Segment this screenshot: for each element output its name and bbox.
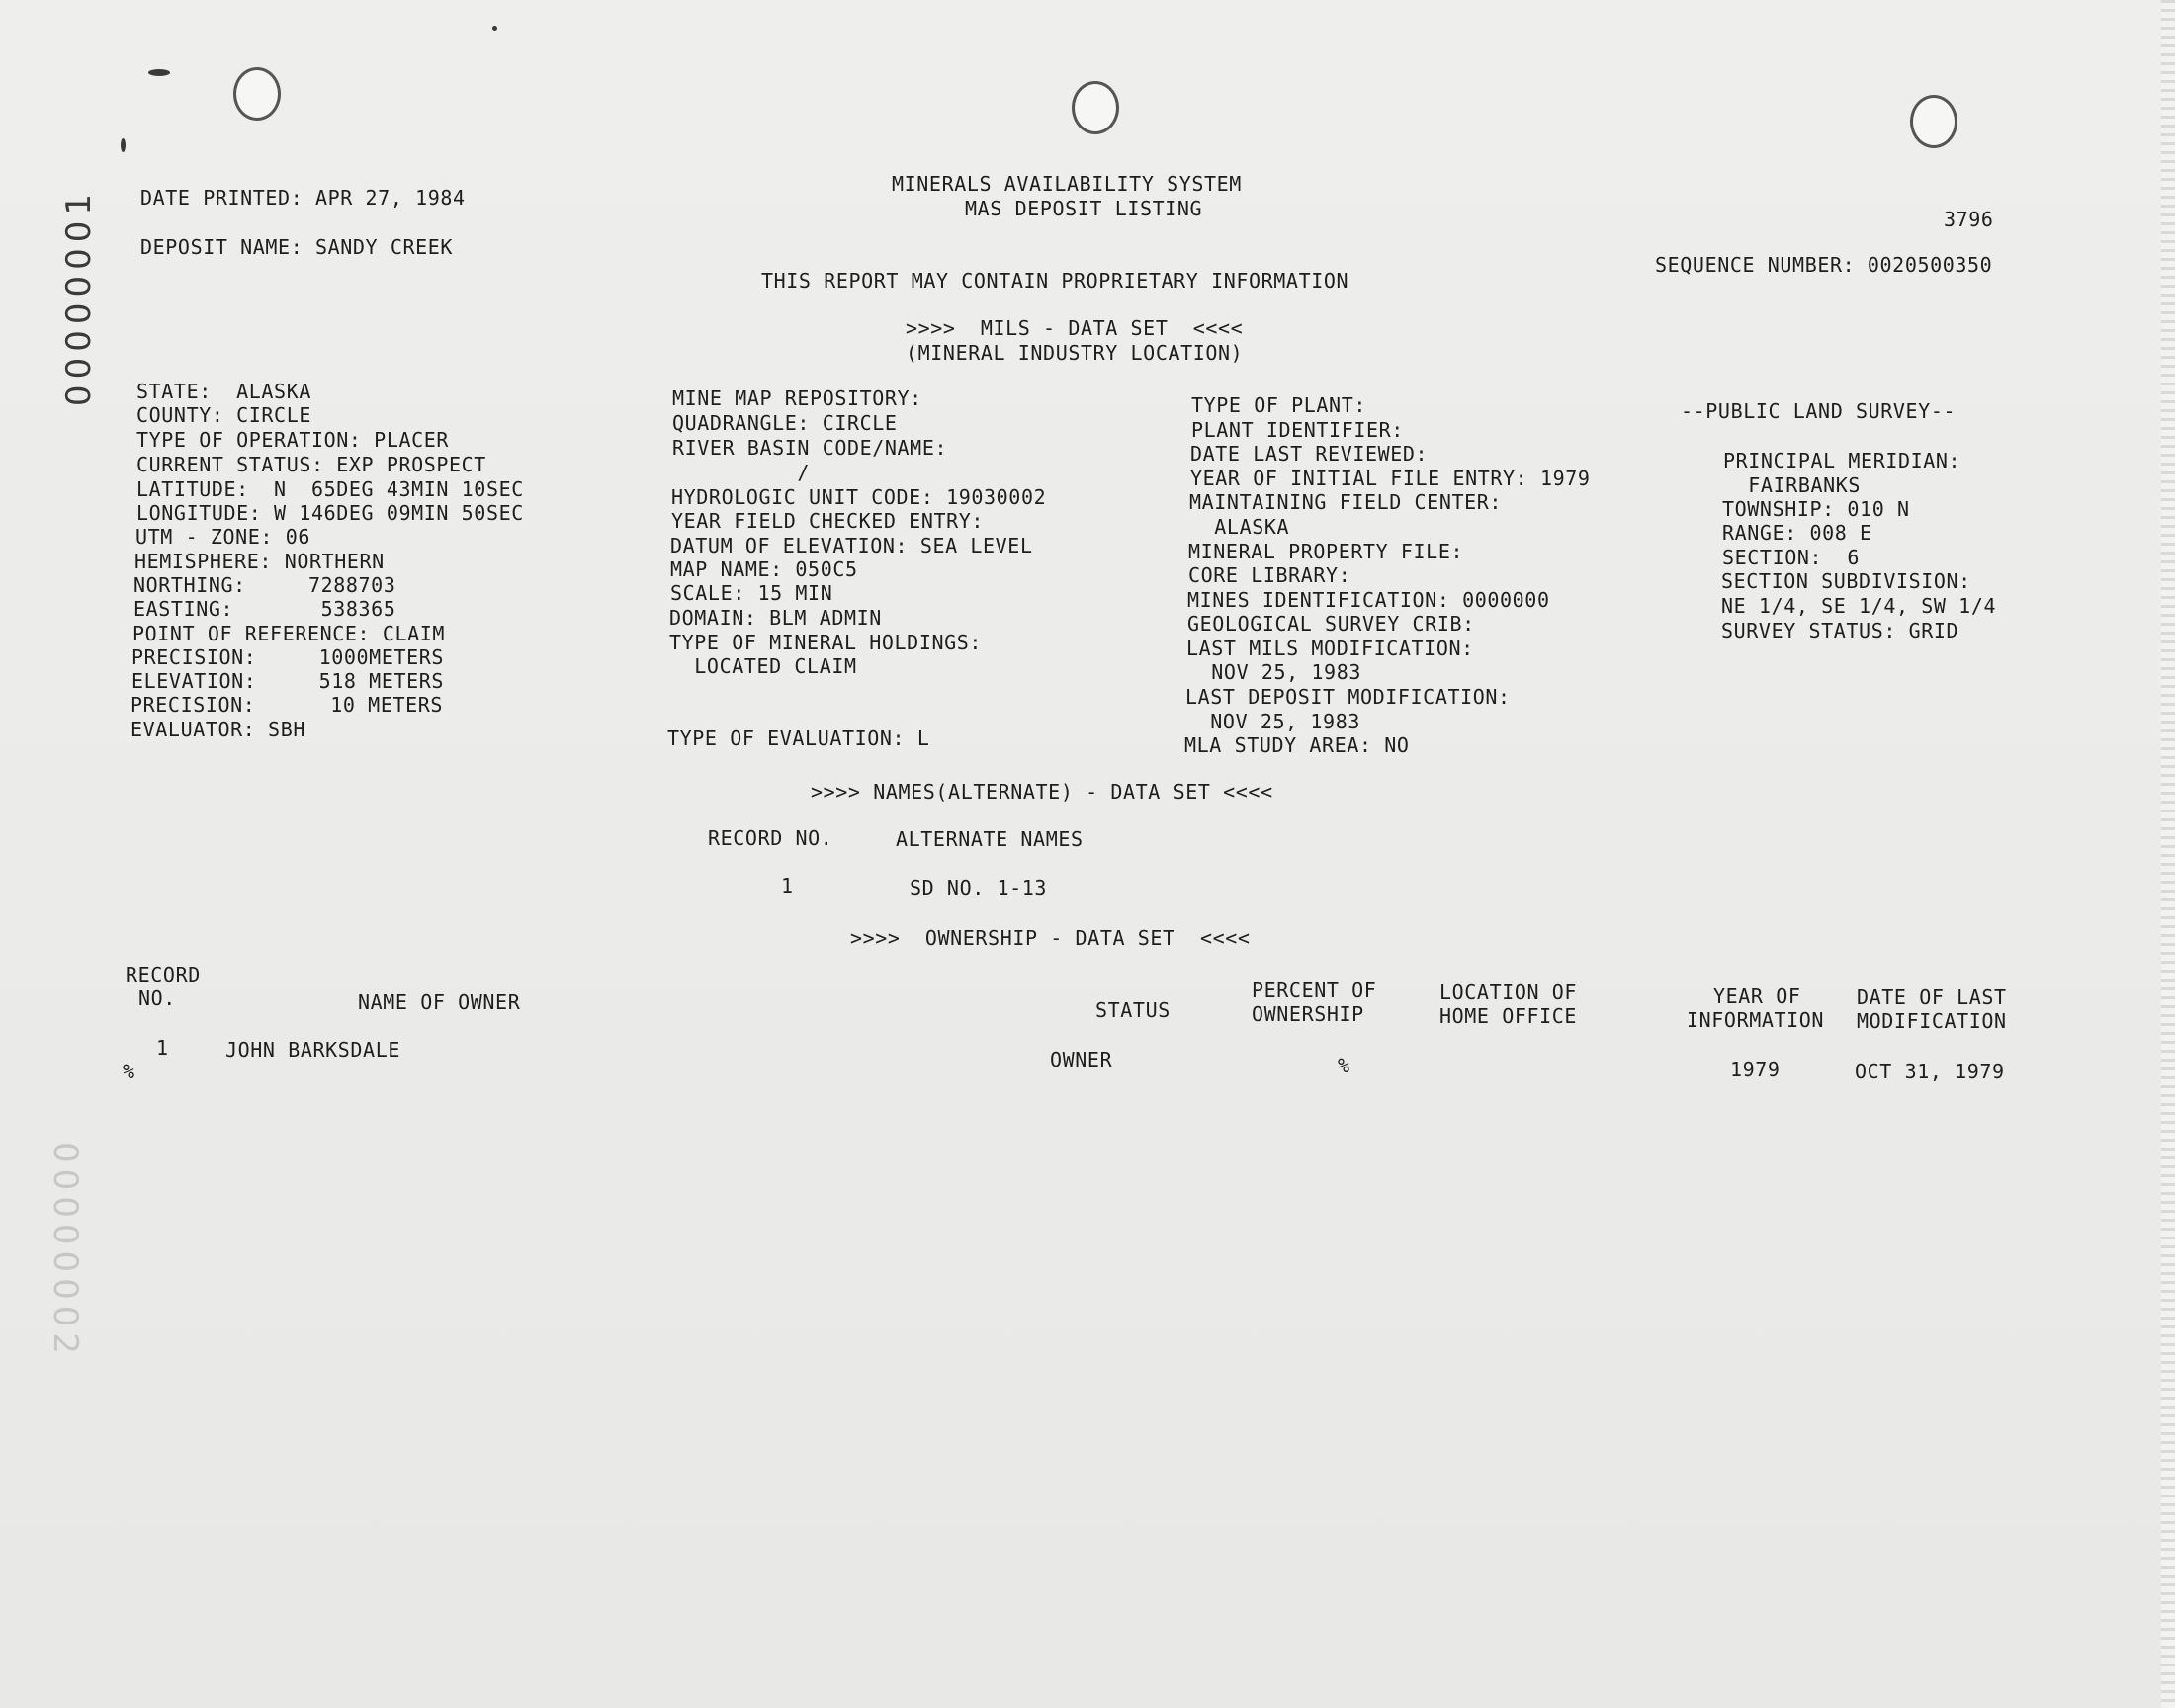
binder-hole-right — [1910, 95, 1958, 148]
field-section-subdivision: SECTION SUBDIVISION: — [1721, 569, 1971, 593]
mils-subheading: (MINERAL INDUSTRY LOCATION) — [906, 341, 1244, 365]
field-mine-map-repository: MINE MAP REPOSITORY: — [672, 386, 922, 410]
ink-mark — [492, 26, 497, 31]
field-evaluator: EVALUATOR: SBH — [130, 718, 305, 741]
field-core-library: CORE LIBRARY: — [1188, 563, 1351, 587]
field-last-mils-modification: LAST MILS MODIFICATION: — [1186, 637, 1474, 660]
field-elevation-precision: PRECISION: 10 METERS — [130, 693, 444, 717]
field-type-of-mineral-holdings: TYPE OF MINERAL HOLDINGS: — [669, 631, 983, 654]
field-survey-status: SURVEY STATUS: GRID — [1721, 619, 1959, 642]
field-maintaining-field-center: MAINTAINING FIELD CENTER: — [1189, 490, 1503, 514]
perforated-edge — [2161, 0, 2175, 1708]
owner-status: OWNER — [1050, 1048, 1113, 1071]
binder-hole-left — [233, 67, 281, 121]
field-type-of-operation: TYPE OF OPERATION: PLACER — [136, 428, 450, 452]
field-section: SECTION: 6 — [1722, 546, 1861, 569]
col-record: RECORD — [126, 963, 201, 986]
public-land-survey-heading: --PUBLIC LAND SURVEY-- — [1681, 399, 1957, 423]
owner-percent: % — [1338, 1054, 1350, 1077]
names-col-alternate: ALTERNATE NAMES — [896, 827, 1084, 851]
date-printed: DATE PRINTED: APR 27, 1984 — [140, 186, 466, 210]
field-plant-identifier: PLANT IDENTIFIER: — [1191, 418, 1404, 442]
page-number: 3796 — [1944, 208, 1994, 231]
names-heading: >>>> NAMES(ALTERNATE) - DATA SET <<<< — [811, 780, 1273, 804]
field-township: TOWNSHIP: 010 N — [1722, 497, 1910, 521]
col-name-of-owner: NAME OF OWNER — [358, 990, 521, 1014]
frame-number-stamp-faint: 00000002 — [45, 1142, 85, 1361]
field-point-of-reference: POINT OF REFERENCE: CLAIM — [132, 622, 446, 645]
names-record-number: 1 — [781, 874, 794, 897]
names-col-record: RECORD NO. — [708, 826, 833, 850]
field-mineral-property-file: MINERAL PROPERTY FILE: — [1188, 540, 1464, 563]
sequence-number: SEQUENCE NUMBER: 0020500350 — [1655, 253, 1993, 277]
field-last-deposit-modification-date: NOV 25, 1983 — [1185, 710, 1360, 733]
field-domain: DOMAIN: BLM ADMIN — [669, 606, 882, 630]
col-home-office: HOME OFFICE — [1439, 1004, 1578, 1028]
field-section-subdivision-value: NE 1/4, SE 1/4, SW 1/4 — [1721, 594, 1997, 618]
field-northing: NORTHING: 7288703 — [133, 573, 396, 597]
field-type-of-evaluation: TYPE OF EVALUATION: L — [667, 726, 930, 750]
field-field-center-value: ALASKA — [1189, 515, 1290, 539]
field-precision: PRECISION: 1000METERS — [131, 645, 445, 669]
listing-title: MAS DEPOSIT LISTING — [965, 197, 1203, 220]
names-alternate-name: SD NO. 1-13 — [910, 876, 1048, 899]
field-river-basin-value: / — [672, 461, 811, 484]
field-longitude: LONGITUDE: W 146DEG 09MIN 50SEC — [136, 501, 524, 525]
mils-heading: >>>> MILS - DATA SET <<<< — [906, 316, 1244, 340]
owner-year: 1979 — [1730, 1058, 1781, 1081]
field-map-name: MAP NAME: 050C5 — [670, 557, 858, 581]
field-mla-study-area: MLA STUDY AREA: NO — [1184, 733, 1410, 757]
field-principal-meridian: PRINCIPAL MERIDIAN: — [1723, 449, 1961, 472]
proprietary-notice: THIS REPORT MAY CONTAIN PROPRIETARY INFORMATION — [761, 269, 1349, 293]
field-state: STATE: ALASKA — [136, 380, 311, 403]
field-range: RANGE: 008 E — [1722, 521, 1872, 545]
col-percent: PERCENT OF — [1252, 979, 1377, 1002]
field-year-field-checked: YEAR FIELD CHECKED ENTRY: — [671, 509, 985, 533]
field-last-mils-modification-date: NOV 25, 1983 — [1186, 660, 1361, 684]
field-principal-meridian-value: FAIRBANKS — [1723, 473, 1862, 497]
field-current-status: CURRENT STATUS: EXP PROSPECT — [136, 453, 486, 476]
col-ownership: OWNERSHIP — [1252, 1002, 1364, 1026]
field-mineral-holdings-value: LOCATED CLAIM — [669, 654, 857, 678]
field-river-basin: RIVER BASIN CODE/NAME: — [672, 436, 948, 460]
col-record-no: NO. — [138, 986, 176, 1010]
ink-mark — [148, 69, 170, 76]
field-datum-of-elevation: DATUM OF ELEVATION: SEA LEVEL — [670, 534, 1033, 557]
field-mines-identification: MINES IDENTIFICATION: 0000000 — [1187, 588, 1550, 612]
owner-record-number: 1 — [156, 1036, 169, 1060]
field-hydrologic-unit-code: HYDROLOGIC UNIT CODE: 19030002 — [671, 485, 1047, 509]
ownership-heading: >>>> OWNERSHIP - DATA SET <<<< — [850, 926, 1251, 950]
col-status: STATUS — [1095, 998, 1171, 1022]
field-quadrangle: QUADRANGLE: CIRCLE — [672, 411, 898, 435]
field-year-initial-file-entry: YEAR OF INITIAL FILE ENTRY: 1979 — [1190, 467, 1591, 490]
col-year: YEAR OF — [1713, 984, 1801, 1008]
col-modification: MODIFICATION — [1857, 1009, 2007, 1033]
owner-date: OCT 31, 1979 — [1855, 1060, 2005, 1083]
field-geological-survey-crib: GEOLOGICAL SURVEY CRIB: — [1187, 612, 1475, 636]
col-date-of-last: DATE OF LAST — [1857, 985, 2007, 1009]
field-date-last-reviewed: DATE LAST REVIEWED: — [1190, 442, 1429, 466]
owner-name: JOHN BARKSDALE — [225, 1038, 400, 1062]
deposit-name: DEPOSIT NAME: SANDY CREEK — [140, 235, 454, 259]
field-county: COUNTY: CIRCLE — [136, 403, 311, 427]
system-title: MINERALS AVAILABILITY SYSTEM — [892, 172, 1242, 196]
field-elevation: ELEVATION: 518 METERS — [131, 669, 445, 693]
col-location: LOCATION OF — [1439, 981, 1578, 1004]
field-type-of-plant: TYPE OF PLANT: — [1191, 393, 1366, 417]
field-scale: SCALE: 15 MIN — [670, 581, 833, 605]
field-hemisphere: HEMISPHERE: NORTHERN — [134, 550, 385, 573]
binder-hole-center — [1072, 81, 1119, 134]
ink-mark — [121, 138, 126, 152]
field-easting: EASTING: 538365 — [133, 597, 396, 621]
frame-number-stamp: 00000001 — [59, 188, 99, 407]
field-latitude: LATITUDE: N 65DEG 43MIN 10SEC — [136, 477, 524, 501]
owner-percent-mark: % — [123, 1060, 135, 1083]
field-utm-zone: UTM - ZONE: 06 — [135, 525, 310, 549]
col-information: INFORMATION — [1687, 1008, 1825, 1032]
field-last-deposit-modification: LAST DEPOSIT MODIFICATION: — [1185, 685, 1511, 709]
